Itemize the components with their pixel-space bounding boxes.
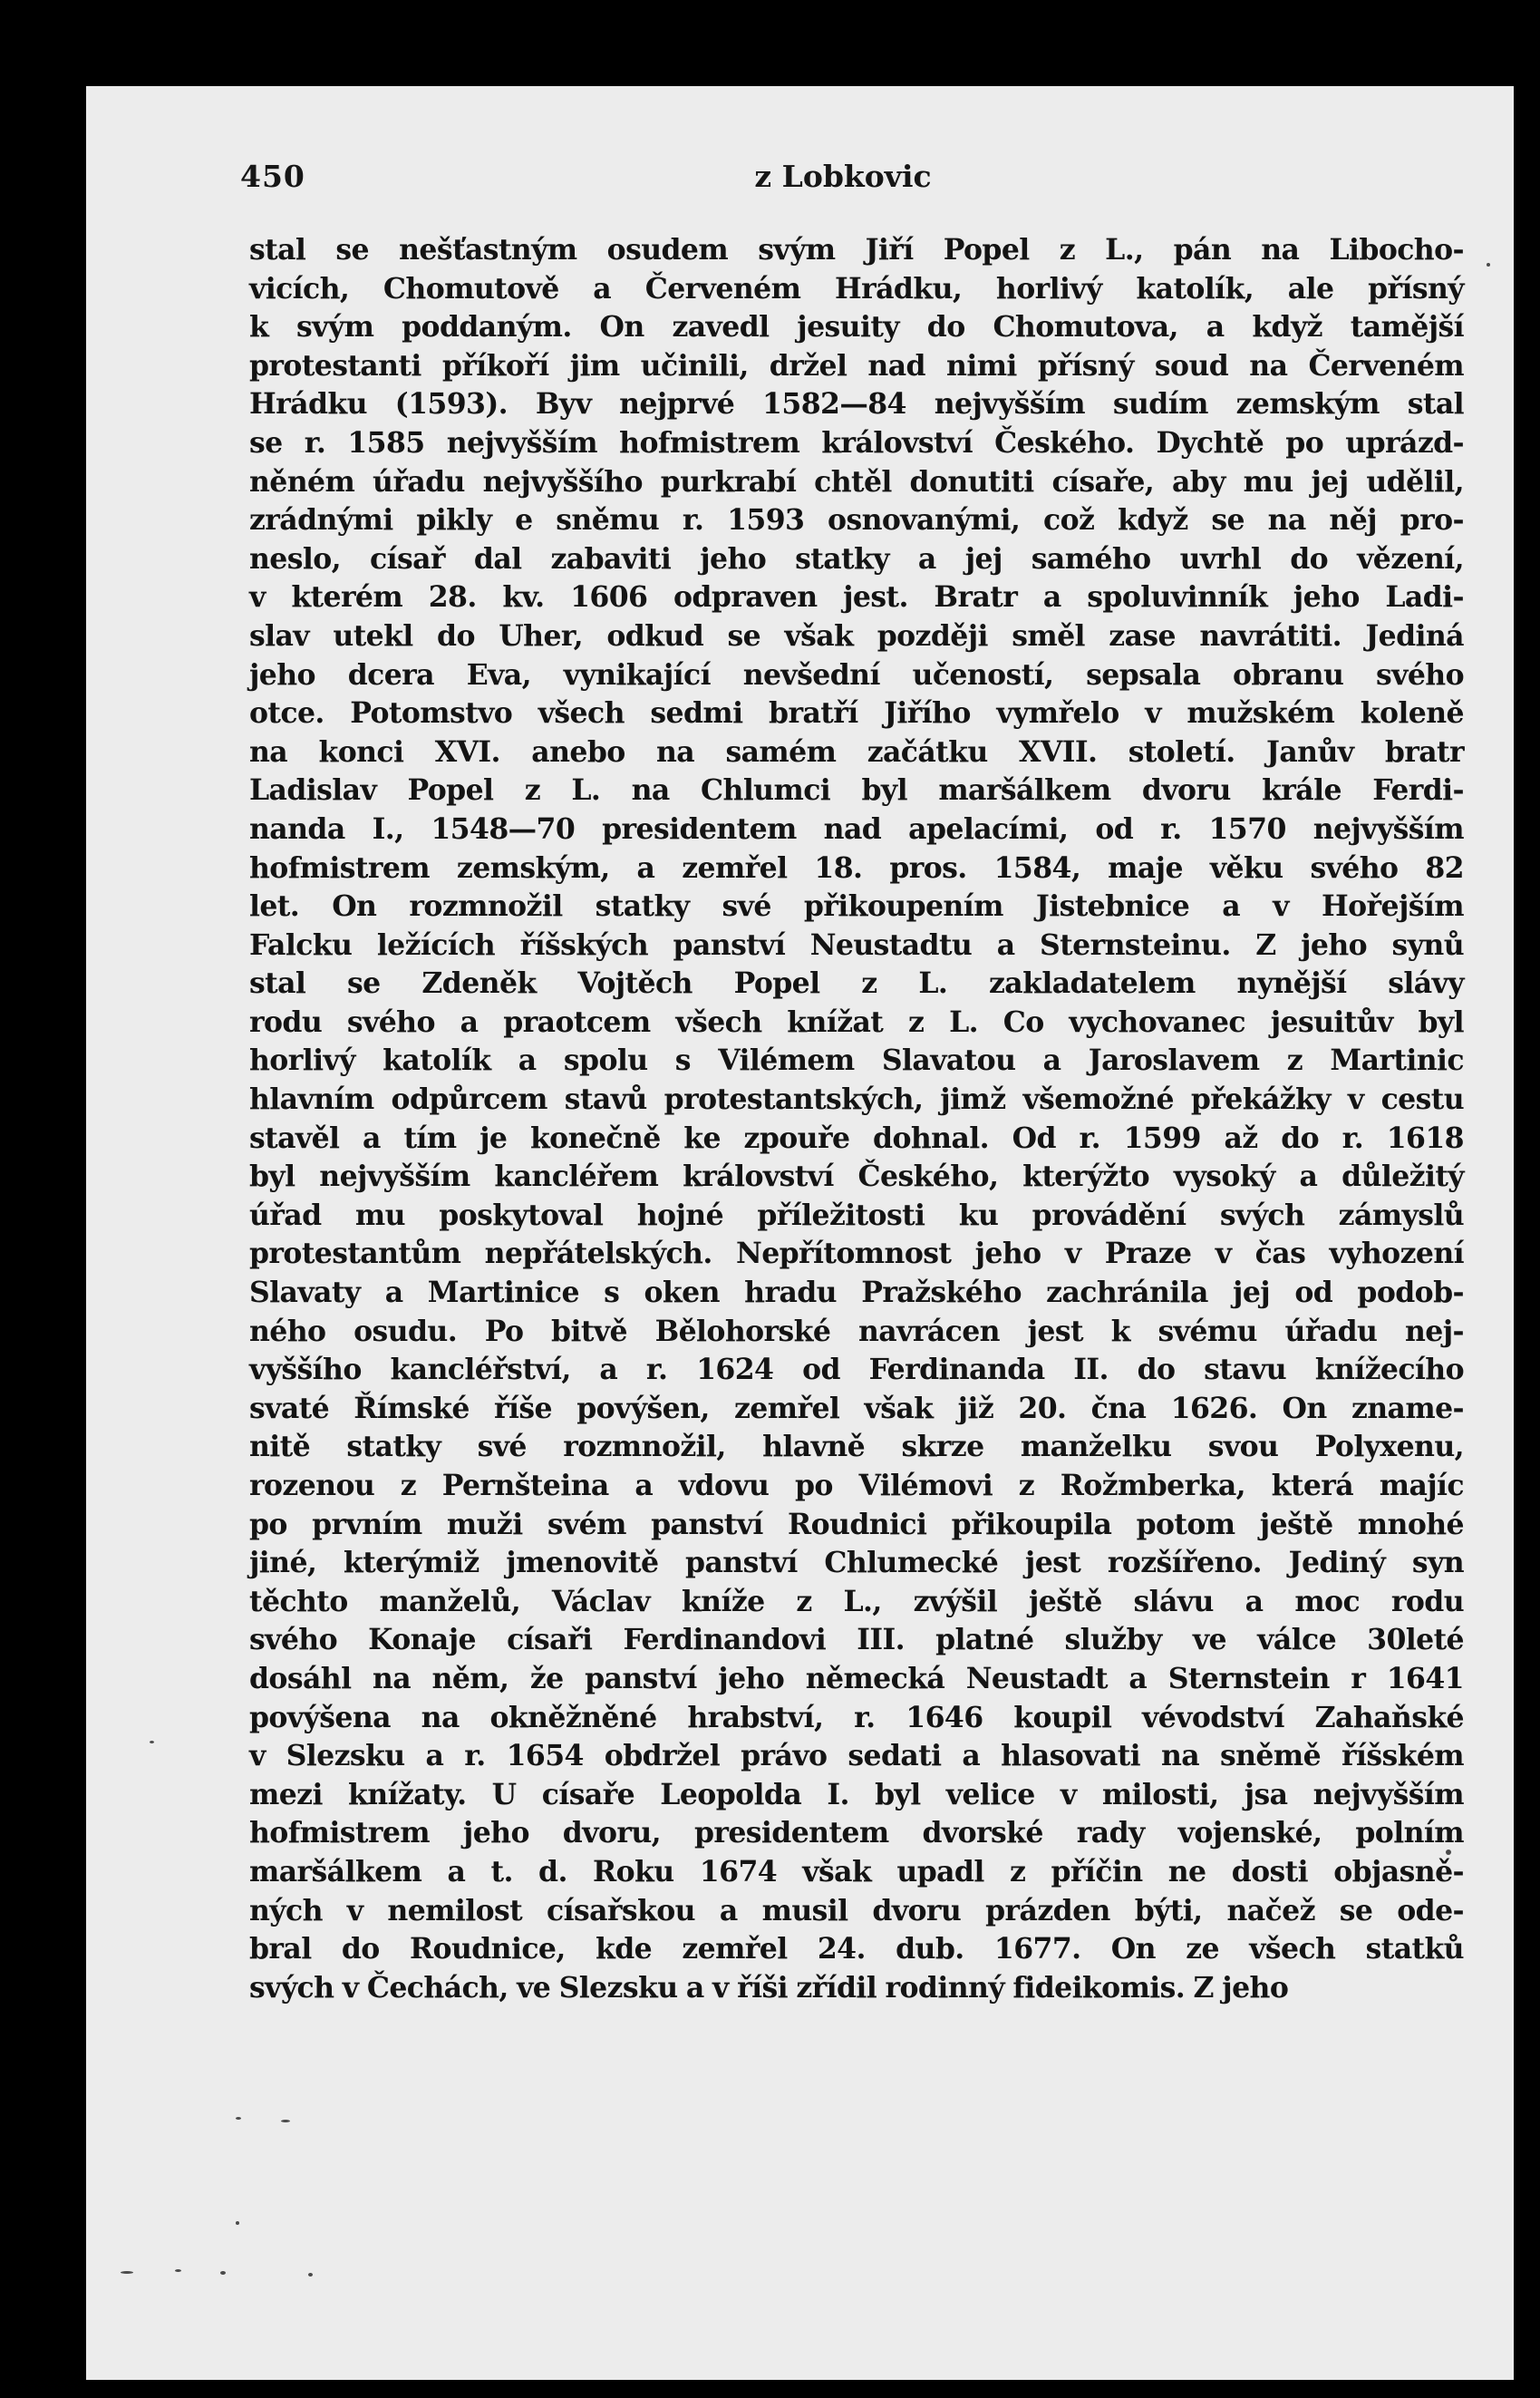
body-text: [249, 231, 1464, 2007]
text-line: nitě statky své rozmnožil, hlavně skrze manželku svou Polyxenu,: [249, 1430, 1464, 1464]
text-line: vyššího kancléřství, a r. 1624 od Ferdinanda II. do stavu knížecího: [249, 1353, 1464, 1387]
text-line: svých v Čechách, ve Slezsku a v říši zřídil rodinný fideikomis. Z jeho: [249, 1970, 1289, 2005]
scan-speck: [1487, 263, 1490, 267]
scan-speck: [308, 2273, 313, 2277]
text-line: stal se Zdeněk Vojtěch Popel z L. zakladatelem nynější slávy: [249, 966, 1464, 1001]
text-line: v Slezsku a r. 1654 obdržel právo sedati a hlasovati na sněmě říšském: [249, 1739, 1464, 1773]
text-line: mezi knížaty. U císaře Leopolda I. byl velice v milosti, jsa nejvyšším: [249, 1777, 1464, 1811]
scan-speck: [121, 2271, 133, 2274]
text-line: se r. 1585 nejvyšším hofmistrem království Českého. Dychtě po uprázd-: [249, 425, 1464, 460]
scan-speck: [220, 2271, 226, 2275]
text-line: svého Konaje císaři Ferdinandovi III. platné služby ve válce 30leté: [249, 1623, 1464, 1657]
scan-speck: [150, 1741, 154, 1743]
scan-speck: [281, 2120, 290, 2122]
text-line: Slavaty a Martinice s oken hradu Pražského zachránila jej od podob-: [249, 1276, 1464, 1310]
text-line: vicích, Chomutově a Červeném Hrádku, horlivý katolík, ale přísný: [249, 271, 1464, 306]
text-line: dosáhl na něm, že panství jeho německá Neustadt a Sternstein r 1641: [249, 1661, 1464, 1695]
text-line: slav utekl do Uher, odkud se však později směl zase navrátiti. Jediná: [249, 618, 1464, 653]
text-line: povýšena na okněžněné hrabství, r. 1646 koupil vévodství Zahaňské: [249, 1700, 1464, 1734]
text-line: neslo, císař dal zabaviti jeho statky a jej samého uvrhl do vězení,: [249, 541, 1464, 576]
running-head: [240, 150, 1446, 204]
text-line: svaté Římské říše povýšen, zemřel však již 20. čna 1626. On zname-: [249, 1391, 1464, 1425]
text-line: stal se nešťastným osudem svým Jiří Popel z L., pán na Libocho-: [249, 233, 1464, 267]
text-line: hofmistrem zemským, a zemřel 18. pros. 1584, maje věku svého 82: [249, 850, 1464, 885]
text-line: něném úřadu nejvyššího purkrabí chtěl donutiti císaře, aby mu jej udělil,: [249, 464, 1464, 499]
scan-speck: [1446, 1849, 1451, 1855]
page-number: 450: [240, 159, 305, 194]
running-title: z Lobkovic: [754, 159, 932, 194]
text-line: rozenou z Pernšteina a vdovu po Vilémovi z Rožmberka, která majíc: [249, 1469, 1464, 1502]
text-line: rodu svého a praotcem všech knížat z L. Co vychovanec jesuitův byl: [249, 1005, 1464, 1039]
text-line: protestanti příkoří jim učinili, držel nad nimi přísný soud na Červeném: [249, 348, 1464, 383]
text-line: ných v nemilost císařskou a musil dvoru prázden býti, načež se ode-: [249, 1893, 1464, 1927]
text-line: protestantům nepřátelských. Nepřítomnost jeho v Praze v čas vyhození: [249, 1237, 1464, 1271]
scan-speck: [175, 2269, 181, 2272]
text-line: stavěl a tím je konečně ke zpouře dohnal. Od r. 1599 až do r. 1618: [249, 1121, 1464, 1155]
text-line: ného osudu. Po bitvě Bělohorské navrácen jest k svému úřadu nej-: [249, 1314, 1464, 1348]
text-line: byl nejvyšším kancléřem království Českého, kterýžto vysoký a důležitý: [249, 1160, 1464, 1194]
text-line: zrádnými pikly e sněmu r. 1593 osnovanými, což když se na něj pro-: [249, 503, 1464, 538]
text-line: úřad mu poskytoval hojné příležitosti ku provádění svých zámyslů: [249, 1198, 1464, 1232]
text-line: jeho dcera Eva, vynikající nevšední učeností, sepsala obranu svého: [249, 657, 1464, 692]
text-line: let. On rozmnožil statky své přikoupením Jistebnice a v Hořejším: [249, 889, 1464, 924]
scan-speck: [236, 2221, 239, 2225]
text-line: Hrádku (1593). Byv nejprvé 1582—84 nejvyšším sudím zemským stal: [249, 387, 1464, 422]
text-line: nanda I., 1548—70 presidentem nad apelacími, od r. 1570 nejvyšším: [249, 811, 1464, 846]
text-line: těchto manželů, Václav kníže z L., zvýšil ještě slávu a moc rodu: [249, 1584, 1464, 1618]
book-page: [86, 86, 1514, 2380]
text-line: horlivý katolík a spolu s Vilémem Slavatou a Jaroslavem z Martinic: [249, 1044, 1464, 1078]
text-line: Ladislav Popel z L. na Chlumci byl maršálkem dvoru krále Ferdi-: [249, 773, 1464, 808]
text-line: Falcku ležících říšských panství Neustadtu a Sternsteinu. Z jeho synů: [249, 927, 1464, 962]
text-line: k svým poddaným. On zavedl jesuity do Chomutova, a když tamější: [249, 310, 1464, 345]
text-line: v kterém 28. kv. 1606 odpraven jest. Bratr a spoluvinník jeho Ladi-: [249, 580, 1464, 615]
text-line: bral do Roudnice, kde zemřel 24. dub. 1677. On ze všech statků: [249, 1932, 1464, 1966]
scan-speck: [236, 2117, 241, 2120]
text-line: maršálkem a t. d. Roku 1674 však upadl z příčin ne dosti objasně-: [249, 1854, 1464, 1888]
text-line: na konci XVI. anebo na samém začátku XVII. století. Janův bratr: [249, 734, 1464, 769]
text-line: po prvním muži svém panství Roudnici přikoupila potom ještě mnohé: [249, 1507, 1464, 1541]
text-line: hofmistrem jeho dvoru, presidentem dvorské rady vojenské, polním: [249, 1816, 1464, 1850]
text-line: otce. Potomstvo všech sedmi bratří Jiřího vymřelo v mužském koleně: [249, 696, 1464, 731]
text-line: hlavním odpůrcem stavů protestantských, jimž všemožné překážky v cestu: [249, 1082, 1464, 1117]
text-line: jiné, kterýmiž jmenovitě panství Chlumecké jest rozšířeno. Jediný syn: [249, 1546, 1464, 1580]
